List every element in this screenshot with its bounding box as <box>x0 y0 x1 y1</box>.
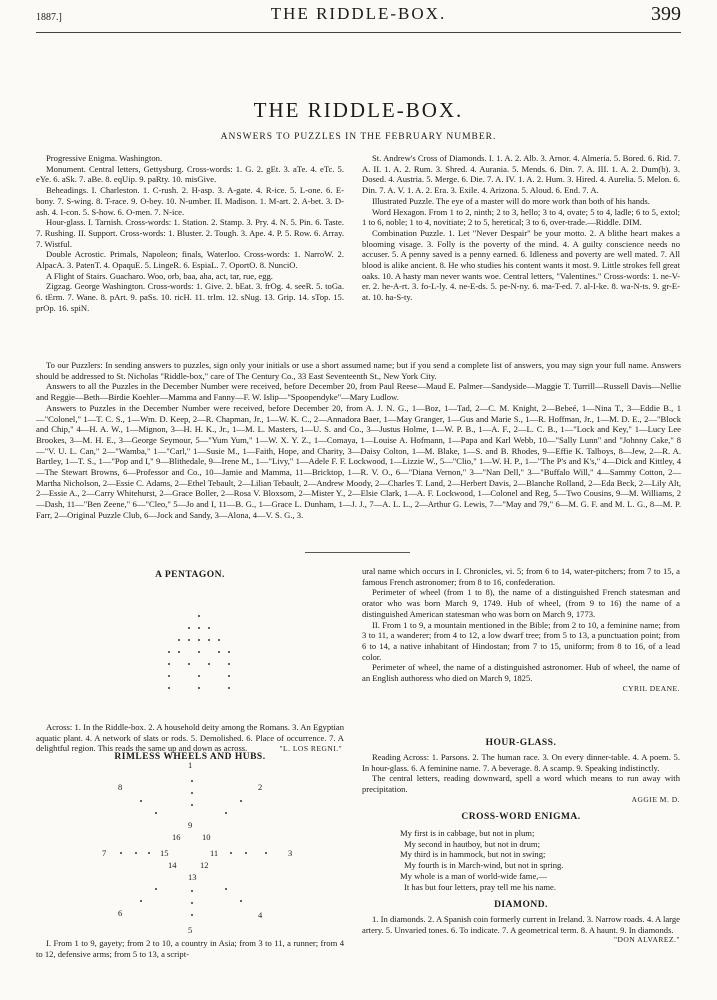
wheels-continued <box>362 566 680 694</box>
answer-paragraph: Double Acrostic. Primals, Napoleon; finals, Waterloo. Cross-words: 1. NarroW. 2. AlpacA. 3. PatenT. 4. OpaquE. 5. LingeR. 6. EspiaL. 7. OportO. 8. NunciO. <box>36 249 344 271</box>
wheel-dot <box>230 852 232 854</box>
wheel-label: 4 <box>258 910 263 920</box>
wheel-label: 15 <box>160 848 169 858</box>
answers-right-column <box>362 153 680 303</box>
pentagon-dot <box>228 651 230 653</box>
wheel-dot <box>120 852 122 854</box>
pentagon-dot <box>168 663 170 665</box>
wheel-label: 6 <box>118 908 123 918</box>
answer-paragraph: A Flight of Stairs. Guacharo. Woo, orb, baa, aha, act, tar, rue, egg. <box>46 270 273 281</box>
pentagon-dot <box>228 663 230 665</box>
wheel-dot <box>140 900 142 902</box>
pentagon-dot <box>198 687 200 689</box>
header-rule <box>36 32 681 33</box>
wheel-dot <box>191 804 193 806</box>
pentagon-dot <box>188 639 190 641</box>
crossword-poem <box>400 828 563 892</box>
pentagon-dot <box>198 675 200 677</box>
wheel-dot <box>240 800 242 802</box>
pentagon-text <box>36 722 344 755</box>
wheels-paragraph: ural name which occurs in I. Chronicles, vi. 5; from 6 to 14, water-pitchers; from 7 to 15, a famous French astronomer; from 8 to 16, confederation. <box>362 566 680 587</box>
wheel-label: 16 <box>172 832 181 842</box>
wheel-label: 5 <box>188 925 193 935</box>
wheels-paragraph: Perimeter of wheel (from 1 to 8), the name of a distinguished French statesman and orator who was born March 9, 1749. Hub of wheel, (from 9 to 16) the name of a distinguished American statesman who was born on March 9, 1773. <box>362 587 680 619</box>
diamond-text <box>362 914 680 946</box>
pentagon-dot <box>168 651 170 653</box>
poem-line: My first is in cabbage, but not in plum; <box>400 828 535 838</box>
pentagon-signature: "L. LOS REGNI." <box>279 744 343 754</box>
pentagon-dot <box>168 687 170 689</box>
poem-line: It has but four letters, pray tell me his name. <box>404 881 557 892</box>
wheel-dot <box>240 900 242 902</box>
pentagon-dot <box>198 639 200 641</box>
hourglass-clues: Reading Across: 1. Parsons. 2. The human race. 3. On every dinner-table. 4. A poem. 5. In hour-glass. 6. A feminine name. 7. A beverage. 8. A scamp. 9. Speaking indistinctly. <box>362 752 680 773</box>
answer-paragraph: Word Hexagon. From 1 to 2, ninth; 2 to 3, hello; 3 to 4, ovate; 5 to 4, ladle; 6 to 5, extol; 1 to 6, noble; 1 to 4, novitiate; 2 to 5, heretical; 3 to 6, over-trade.—Riddle. DIM. <box>362 206 680 228</box>
crossword-title: CROSS-WORD ENIGMA. <box>461 812 581 822</box>
answer-paragraph: Beheadings. I. Charleston. 1. C-rush. 2. H-asp. 3. A-gate. 4. R-ice. 5. L-one. 6. E-bony. 7. S-wing. 8. T-race. 9. O-bey. 10. N-umber. II. Madison. 1. M-art. 2. A-bet. 3. D-ash. 4. I-con. 5. S-how. 6. O-men. 7. N-ice. <box>36 185 344 217</box>
pentagon-title: A PENTAGON. <box>155 570 225 580</box>
section-divider <box>305 552 410 553</box>
hourglass-central: The central letters, reading downward, spell a word which means to run away with precipitation. <box>362 773 680 795</box>
wheel-label: 10 <box>202 832 211 842</box>
pentagon-dot <box>208 663 210 665</box>
diamond-title: DIAMOND. <box>494 900 548 910</box>
poem-line: My third is in hammock, but not in swing; <box>400 849 546 860</box>
wheel-label: 7 <box>102 848 107 858</box>
wheel-dot <box>245 852 247 854</box>
answers-left-column <box>36 153 344 314</box>
wheels-diagram <box>60 760 320 935</box>
header-year: 1887.] <box>36 12 62 23</box>
wheel-label: 3 <box>288 848 293 858</box>
pentagon-diagram <box>150 610 250 700</box>
to-puzzlers-note: To our Puzzlers: In sending answers to puzzles, sign only your initials or use a short assumed name; but if you send a complete list of answers, you may sign your full name. Answers should be addressed to St. Nicholas "Riddle-box," care of The Century Co., 33 East Seventeenth St., New York City. <box>36 360 681 381</box>
wheel-dot <box>140 800 142 802</box>
december-solvers: Answers to Puzzles in the December Number were received, before December 20, from A. J. N. G., 1—Boz, 1—Tad, 2—C. M. Knight, 2—Bebeé, 1—Nina T., 3—Eddie B., 1—"Colonel," 1—T. C. S., 1—Wm. D. Keep, 2—R. Chapman, Jr., 1—W. K. C., 2—Annadora Baer, 1—May Granger, 1—Gus and Marie S., 1—R. Hoffman, Jr., 1—M. D. E., 2—"Block and Chip," 4—H. A. W., 1—Mignon, 3—H. H. K., Jr., 1—M. L. Masters, 1—U. S. and Co., 3—Justus Holme, 1—W. P. B., 1—A. F., 2—L. C. B., 1—"Lock and Key," 1—Lucy Lee Brookes, 3—M. H. E., 3—George Seymour, 5—"Yum Yum," 1—W. X. Y. Z., 1—Comaya, 1—Louise A. Hofmann, 1—Papa and Karl Webb, 10—"Sally Lunn" and "Johnny Cake," 8—"V. U. L. Can," 2—"Wamba," 1—"Carl," 1—Susie M., 1—Faith, Hope, and Charity, 3—Daisy Colton, 1—M. Blake, 1—S. and B. Rhodes, 9—Effie K. Talboys, 8—Jew, 2—R. A. Bartley, 1—T. S., 1—"Pop and I," 9—Blithedale, 9—Irene M., 1—"Livy," 1—Adele F. F. Lockwood, 1—Lizzie W., 5—"Clio," 1—W. H. P., 1—"The P's and K's," 4—Dick and Kittley, 4—The Stewart Browns, 6—Professor and Co., 10—Jamie and Mamma, 11—Bricktop, 1—R. V. O., 6—"Diana Vernon," 3—"Nan Dell," 3—"Buffalo Will," 4—Sammy Cotton, 2—Martha Nicholson, 2—Essie C. Adams, 2—Ethel Tebault, 2—Lilian Tebault, 2—Andrew Moody, 2—Charles T. Land, 2—Herbert Davis, 2—Blanche Rolland, 2—Eda Beck, 2—Lily Alt, 2—Essie A., 2—Carry Whitehurst, 2—Grace Boller, 2—Rosa V. Bloxsom, 2—Mister Y., 2—Elsie Clark, 1—A. F. Lockwood, 1—Colonel and Reg, 5—Two Cousins, 9—M. Williams, 2—Dash, 11—"Ben Zeene," 6—"Cleo," 5—Jo and I, 11—B. G., 1—Grace L. Dunham, 1—J. J., 7—A. L. L., 2—Arthur G. Lewis, 7—"May and 79," 6—M. G. F. and M. L. G., 8—M. P. Farr, 2—Original Puzzle Club, 6—Jock and Sandy, 3—Alona, 4—V. S. G., 3. <box>36 402 681 520</box>
wheels-signature: CYRIL DEANE. <box>622 683 680 693</box>
hourglass-title: HOUR-GLASS. <box>485 738 557 748</box>
running-title: THE RIDDLE-BOX. <box>270 4 447 23</box>
wheel-dot <box>191 902 193 904</box>
answer-paragraph: Progressive Enigma. Washington. <box>46 153 163 163</box>
wheel-dot <box>155 812 157 814</box>
pentagon-dot <box>208 627 210 629</box>
pentagon-dot <box>198 651 200 653</box>
page-title: THE RIDDLE-BOX. <box>253 98 464 122</box>
page-number: 399 <box>651 3 681 25</box>
answer-paragraph: Combination Puzzle. 1. Let "Never Despair" be your motto. 2. A blithe heart makes a blooming visage. 3. Folly is the poverty of the mind. 4. A guilty conscience needs no accuser. 5. A penny saved is a penny earned. 6. Idleness and poverty are well mated. 7. All blood is alike ancient. 8. He who studies his content wants it most. 9. Little strokes fell great oaks. 10. A hasty man never wants woe. Central letters, "Valentines." Cross-words: 1. ne-V-er. 2. he-A-rt. 3. fo-L-ly. 4. ne-E-ds. 5. pe-N-ny. 6. ma-T-ed. 7. al-I-ke. 8. wa-N-ts. 9. gr-E-at. 10. ha-S-ty. <box>362 227 680 303</box>
wheel-dot <box>191 890 193 892</box>
diamond-signature: "DON ALVAREZ." <box>613 935 680 945</box>
pentagon-dot <box>178 651 180 653</box>
wheel-dot <box>191 914 193 916</box>
wheel-label: 2 <box>258 782 263 792</box>
pentagon-dot <box>208 639 210 641</box>
section-subtitle: ANSWERS TO PUZZLES IN THE FEBRUARY NUMBER. <box>220 132 497 142</box>
wheel-dot <box>225 812 227 814</box>
pentagon-dot <box>178 639 180 641</box>
wheel-label: 1 <box>188 760 193 770</box>
wheel-dot <box>225 888 227 890</box>
answer-paragraph: Monument. Central letters, Gettysburg. Cross-words: 1. G. 2. gEt. 3. aTe. 4. eTc. 5. eYe. 6. aSk. 7. aBe. 8. eqUip. 9. paRty. 10. misGive. <box>36 163 344 185</box>
pentagon-clues: Across: 1. In the Riddle-box. 2. A household deity among the Romans. 3. An Egyptian aquatic plant. 4. A network of slats or rods. 5. Demolished. 6. Place of occurrence. 7. A delightful region. This reads the same up and down as across. <box>36 722 344 754</box>
pentagon-dot <box>168 675 170 677</box>
wheel-label: 14 <box>168 860 177 870</box>
answer-paragraph: Hour-glass. I. Tarnish. Cross-words: 1. Station. 2. Stamp. 3. Pry. 4. N. 5. Pin. 6. Taste. 7. Rushing. II. Support. Cross-words: 1. Bluster. 2. Tough. 3. Ape. 4. P. 5. Row. 6. Array. 7. Wistful. <box>36 217 344 249</box>
wheels-text <box>36 938 344 959</box>
wheel-dot <box>191 792 193 794</box>
wheels-paragraph: II. From 1 to 9, a mountain mentioned in the Bible; from 2 to 10, a feminine name; from 3 to 11, a wanderer; from 4 to 12, a low dwarf tree; from 5 to 13, a punctuation point; from 6 to 14, a native inhabitant of Hindostan; from 7 to 15, uniform; from 8 to 16, of a lead color. <box>362 619 680 662</box>
wheel-label: 11 <box>210 848 219 858</box>
wheel-dot <box>155 888 157 890</box>
wheel-dot <box>191 780 193 782</box>
hourglass-text <box>362 752 680 806</box>
pentagon-dot <box>188 627 190 629</box>
wheel-label: 12 <box>200 860 209 870</box>
pentagon-dot <box>218 639 220 641</box>
answer-paragraph: St. Andrew's Cross of Diamonds. I. 1. A. 2. Alb. 3. Arnor. 4. Almeria. 5. Bored. 6. Rid. 7. A. II. 1. A. 2. Rum. 3. Shred. 4. Aurania. 5. Mends. 6. Din. 7. A. III. 1. A. 2. Dum(b). 3. Dosed. 4. Austria. 5. Merge. 6. Die. 7. A. IV. 1. A. 2. Hum. 3. Hired. 4. Aurelia. 5. Melon. 6. Din. 7. A. V. 1. A. 2. Era. 3. Exile. 4. Arizona. 5. Aloud. 6. End. 7. A. <box>362 153 680 196</box>
pentagon-dot <box>188 663 190 665</box>
diamond-clues: 1. In diamonds. 2. A Spanish coin formerly current in Ireland. 3. Narrow roads. 4. A large artery. 5. Unvaried tones. 6. To indicate. 7. A geometrical term. 8. A haunt. 9. In diamonds. <box>362 914 680 935</box>
wheel-label: 9 <box>188 820 193 830</box>
notices <box>36 360 681 521</box>
pentagon-dot <box>198 615 200 617</box>
answer-paragraph: Illustrated Puzzle. The eye of a master will do more work than both of his hands. <box>372 195 650 206</box>
wheel-dot <box>148 852 150 854</box>
answer-paragraph: Zigzag. George Washington. Cross-words: 1. Give. 2. bEat. 3. frOg. 4. seeR. 5. toGa. 6. tErm. 7. Wane. 8. pArt. 9. paSs. 10. ricH. 11. trIm. 12. sNug. 13. Grip. 14. sTop. 15. prOp. 16. spiN. <box>36 281 344 313</box>
pentagon-dot <box>218 651 220 653</box>
pentagon-dot <box>198 627 200 629</box>
wheel-dot <box>135 852 137 854</box>
wheel-dot <box>265 852 267 854</box>
wheels-paragraph: Perimeter of wheel, the name of a distinguished astronomer. Hub of wheel, the name of an English authoress who died on March 9, 1825. <box>362 662 680 684</box>
hourglass-signature: AGGIE M. D. <box>631 794 680 804</box>
pentagon-dot <box>228 675 230 677</box>
wheel-label: 13 <box>188 872 197 882</box>
all-puzzles-solvers: Answers to all the Puzzles in the December Number were received, before December 20, from Paul Reese—Maud E. Palmer—Sandyside—Maggie T. Turrill—Russell Davis—Nellie and Reggie—Beth—Birdie Koehler—Mamma and Fanny—F. W. Islip—"Spoopendyke"—Mary Ludlow. <box>36 381 681 403</box>
wheel-label: 8 <box>118 782 123 792</box>
poem-line: My second in hautboy, but not in drum; <box>404 838 540 849</box>
poem-line: My fourth is in March-wind, but not in spring. <box>404 860 564 871</box>
wheels-clues: I. From 1 to 9, gayety; from 2 to 10, a country in Asia; from 3 to 11, a runner; from 4 to 12, defensive arms; from 5 to 13, a script- <box>36 938 344 959</box>
wheels-title: RIMLESS WHEELS AND HUBS. <box>114 752 266 762</box>
poem-line: My whole is a man of world-wide fame,— <box>400 870 548 881</box>
pentagon-dot <box>228 687 230 689</box>
